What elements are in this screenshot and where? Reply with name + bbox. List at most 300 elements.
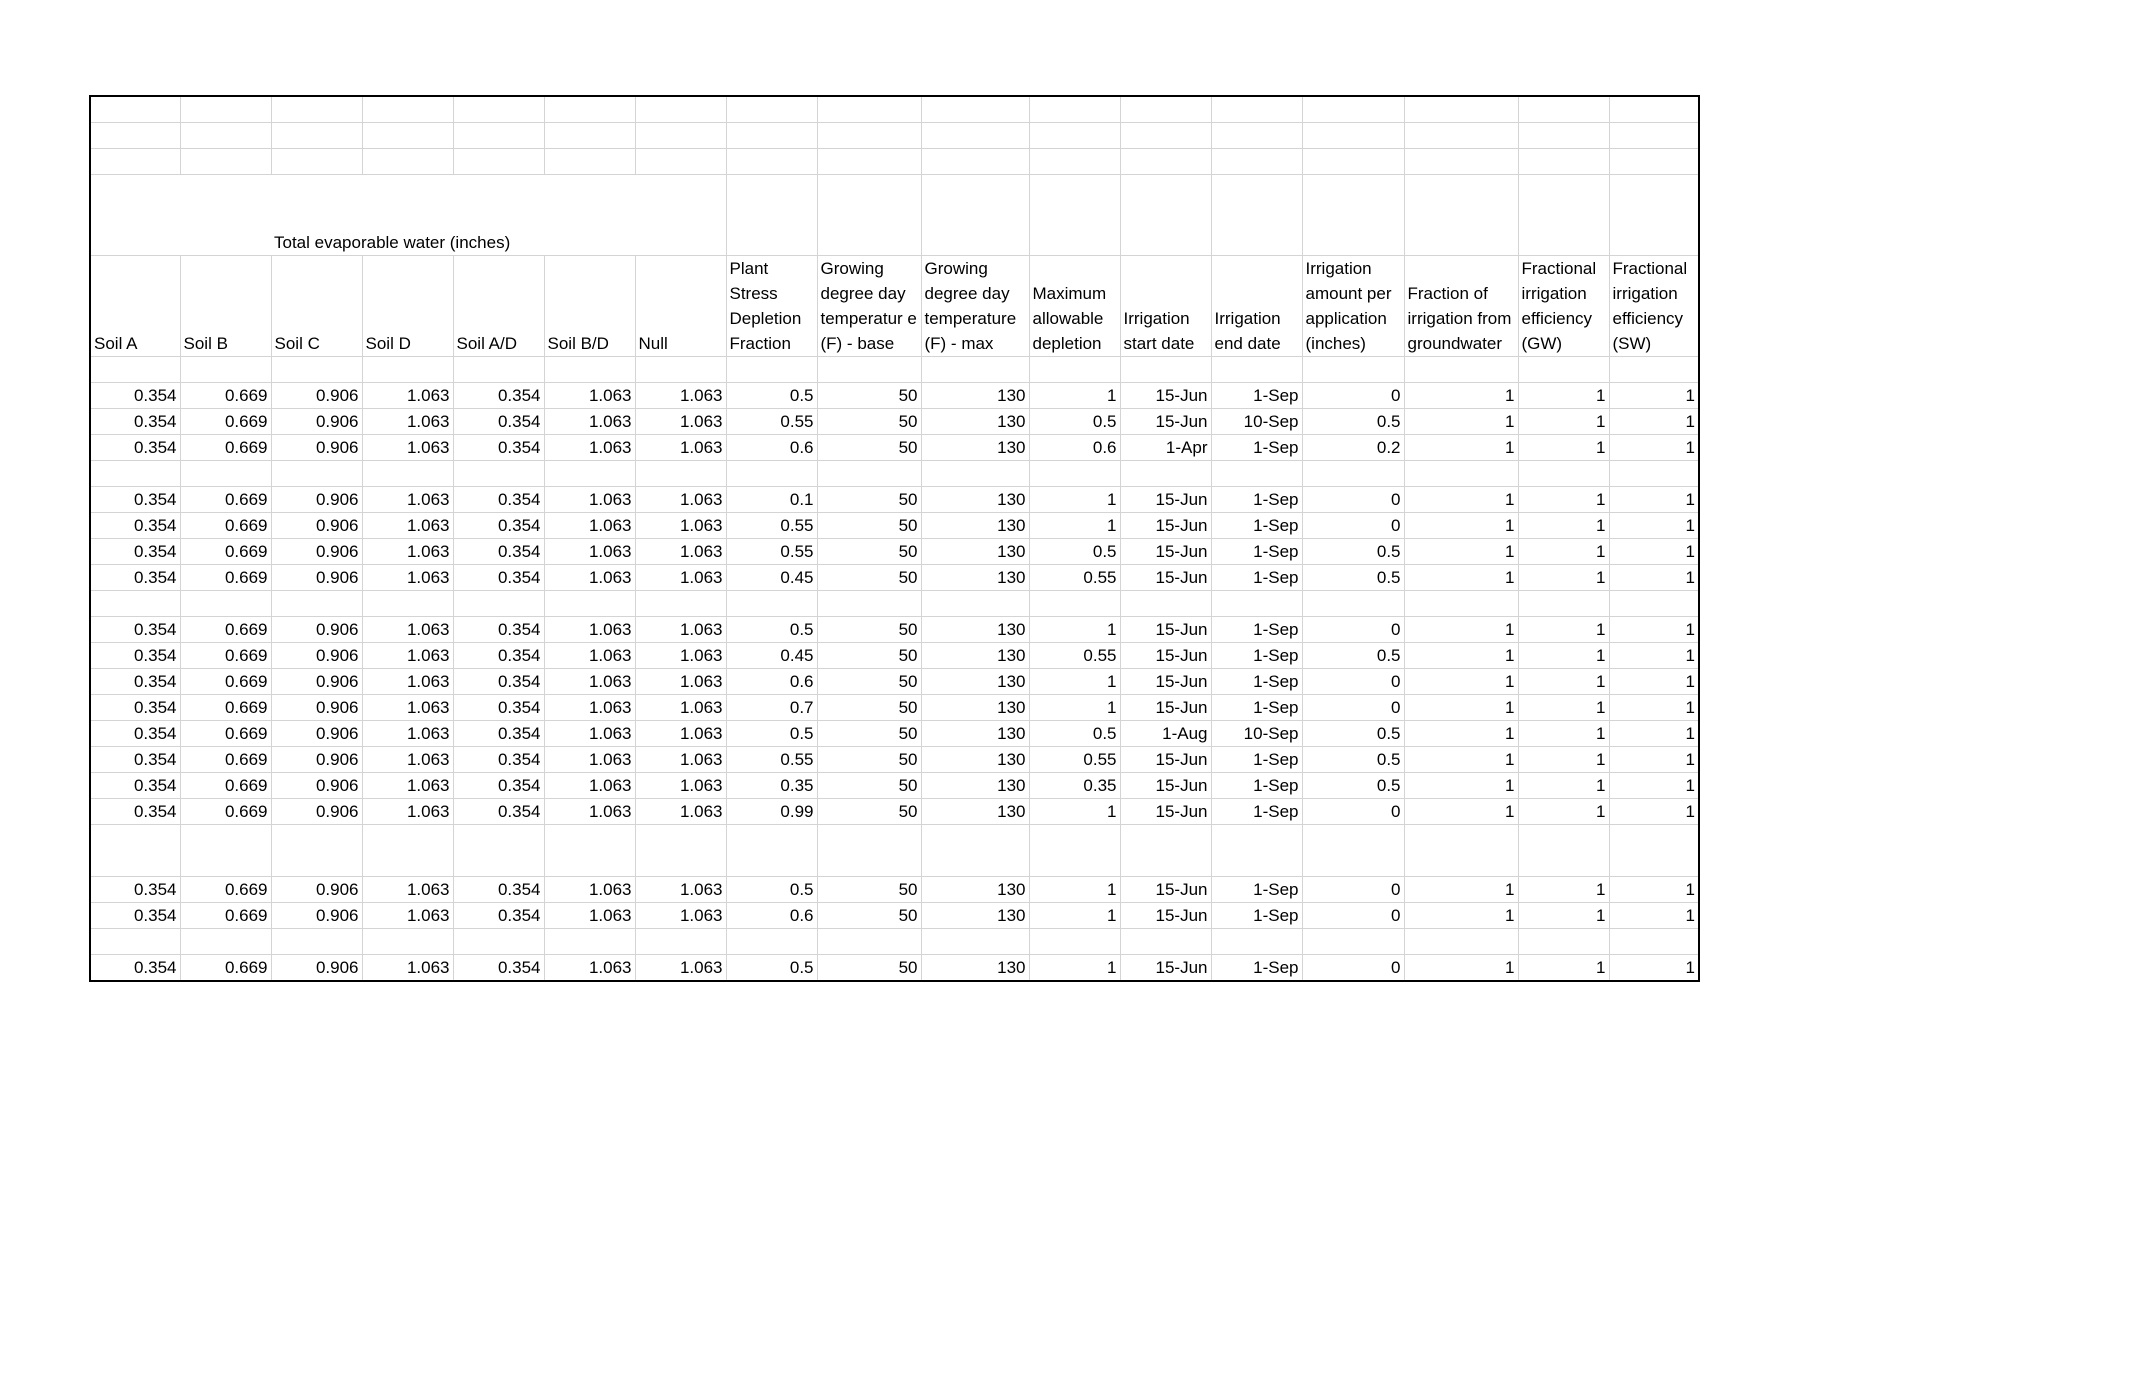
table-cell: 1-Sep — [1211, 383, 1302, 409]
table-cell: 0.6 — [1029, 435, 1120, 461]
table-cell: 15-Jun — [1120, 383, 1211, 409]
table-cell: 15-Jun — [1120, 669, 1211, 695]
empty-cell — [1120, 461, 1211, 487]
table-cell: 1 — [1609, 877, 1699, 903]
table-cell: 0 — [1302, 955, 1404, 982]
table-cell: 1 — [1609, 903, 1699, 929]
table-cell: 130 — [921, 669, 1029, 695]
table-cell: 1-Sep — [1211, 903, 1302, 929]
table-cell: 1.063 — [635, 695, 726, 721]
table-cell: 10-Sep — [1211, 409, 1302, 435]
table-cell: 130 — [921, 565, 1029, 591]
table-cell: 1 — [1404, 747, 1518, 773]
table-cell: 1 — [1518, 565, 1609, 591]
table-cell: 50 — [817, 565, 921, 591]
table-cell: 0.354 — [453, 773, 544, 799]
empty-cell — [817, 825, 921, 877]
table-cell: 1 — [1518, 773, 1609, 799]
empty-cell — [90, 357, 180, 383]
table-cell: 0.669 — [180, 721, 271, 747]
table-cell: 1 — [1609, 747, 1699, 773]
empty-cell — [90, 461, 180, 487]
table-row — [90, 487, 1699, 513]
table-row — [90, 409, 1699, 435]
table-cell: 50 — [817, 747, 921, 773]
table-row — [90, 747, 1699, 773]
table-cell: 0.354 — [453, 435, 544, 461]
table-row — [90, 773, 1699, 799]
table-cell: 15-Jun — [1120, 747, 1211, 773]
table-cell: 1.063 — [544, 721, 635, 747]
table-cell: 0 — [1302, 799, 1404, 825]
table-cell: 0.354 — [90, 955, 180, 982]
table-cell: 130 — [921, 903, 1029, 929]
table-row — [90, 877, 1699, 903]
table-cell: 15-Jun — [1120, 773, 1211, 799]
table-cell: 130 — [921, 435, 1029, 461]
empty-cell — [1211, 929, 1302, 955]
table-cell: 0.354 — [453, 513, 544, 539]
table-cell: 0.354 — [90, 409, 180, 435]
column-header: Soil B — [180, 256, 271, 357]
table-cell: 1 — [1029, 903, 1120, 929]
table-cell: 0.35 — [1029, 773, 1120, 799]
table-cell: 50 — [817, 539, 921, 565]
table-cell: 1 — [1518, 383, 1609, 409]
table-cell: 1.063 — [544, 409, 635, 435]
empty-cell — [180, 461, 271, 487]
table-cell: 50 — [817, 383, 921, 409]
table-cell: 1-Apr — [1120, 435, 1211, 461]
table-cell: 0.5 — [726, 617, 817, 643]
title-row — [90, 175, 1699, 256]
table-cell: 1-Sep — [1211, 487, 1302, 513]
table-cell: 1.063 — [544, 903, 635, 929]
table-cell: 1.063 — [362, 695, 453, 721]
table-cell: 50 — [817, 721, 921, 747]
table-cell: 1 — [1518, 721, 1609, 747]
table-cell: 1 — [1518, 617, 1609, 643]
table-cell: 1 — [1404, 799, 1518, 825]
table-cell: 0.5 — [726, 955, 817, 982]
table-title: Total evaporable water (inches) — [271, 175, 726, 256]
table-cell: 1.063 — [544, 383, 635, 409]
table-cell: 1 — [1518, 903, 1609, 929]
table-cell: 0.669 — [180, 955, 271, 982]
empty-cell — [1302, 929, 1404, 955]
column-header: Null — [635, 256, 726, 357]
table-cell: 1.063 — [544, 695, 635, 721]
table-cell: 1.063 — [635, 903, 726, 929]
table-row — [90, 617, 1699, 643]
table-cell: 0.906 — [271, 747, 362, 773]
table-cell: 1.063 — [544, 773, 635, 799]
table-cell: 1-Sep — [1211, 955, 1302, 982]
empty-cell — [1404, 461, 1518, 487]
column-header: Soil A/D — [453, 256, 544, 357]
empty-cell — [1302, 357, 1404, 383]
empty-cell — [453, 357, 544, 383]
table-cell: 0.354 — [453, 799, 544, 825]
empty-cell — [362, 929, 453, 955]
table-cell: 1.063 — [362, 799, 453, 825]
table-cell: 0.354 — [90, 643, 180, 669]
table-cell: 130 — [921, 773, 1029, 799]
table-cell: 0.906 — [271, 877, 362, 903]
table-cell: 15-Jun — [1120, 487, 1211, 513]
table-row — [90, 643, 1699, 669]
table-cell: 1 — [1404, 617, 1518, 643]
table-cell: 1 — [1404, 669, 1518, 695]
table-row — [90, 695, 1699, 721]
table-cell: 0.5 — [1029, 539, 1120, 565]
empty-cell — [544, 825, 635, 877]
table-cell: 0.5 — [1302, 643, 1404, 669]
empty-cell — [1404, 929, 1518, 955]
table-cell: 1 — [1609, 435, 1699, 461]
table-cell: 1 — [1404, 773, 1518, 799]
table-cell: 130 — [921, 487, 1029, 513]
table-cell: 0.5 — [726, 383, 817, 409]
column-header: Fractional irrigation efficiency (SW) — [1609, 256, 1699, 357]
table-cell: 50 — [817, 643, 921, 669]
table-cell: 1 — [1029, 695, 1120, 721]
table-cell: 0.906 — [271, 773, 362, 799]
column-header: Growing degree day temperatur e (F) - base — [817, 256, 921, 357]
table-cell: 1 — [1609, 773, 1699, 799]
table-cell: 0.906 — [271, 643, 362, 669]
table-cell: 1 — [1609, 565, 1699, 591]
table-row — [90, 513, 1699, 539]
table-cell: 1.063 — [362, 669, 453, 695]
table-cell: 50 — [817, 903, 921, 929]
table-cell: 1 — [1029, 877, 1120, 903]
empty-cell — [726, 357, 817, 383]
table-cell: 0.1 — [726, 487, 817, 513]
empty-cell — [726, 825, 817, 877]
table-cell: 0.354 — [453, 409, 544, 435]
table-cell: 0.906 — [271, 669, 362, 695]
table-cell: 0.354 — [453, 695, 544, 721]
table-cell: 0.5 — [726, 721, 817, 747]
empty-cell — [726, 591, 817, 617]
table-cell: 15-Jun — [1120, 903, 1211, 929]
empty-cell — [817, 461, 921, 487]
empty-cell — [1302, 591, 1404, 617]
empty-row — [90, 825, 1699, 877]
table-cell: 1 — [1609, 487, 1699, 513]
table-row — [90, 799, 1699, 825]
table-cell: 0.669 — [180, 539, 271, 565]
empty-cell — [921, 929, 1029, 955]
table-cell: 1.063 — [635, 721, 726, 747]
empty-cell — [1029, 825, 1120, 877]
table-cell: 0 — [1302, 383, 1404, 409]
table-cell: 0.55 — [726, 747, 817, 773]
empty-cell — [362, 825, 453, 877]
table-cell: 0.99 — [726, 799, 817, 825]
empty-row — [90, 357, 1699, 383]
table-cell: 1.063 — [362, 383, 453, 409]
table-cell: 0.354 — [90, 669, 180, 695]
table-cell: 1 — [1609, 513, 1699, 539]
column-header: Irrigation start date — [1120, 256, 1211, 357]
table-cell: 0.906 — [271, 435, 362, 461]
table-cell: 1 — [1518, 409, 1609, 435]
empty-cell — [635, 929, 726, 955]
table-cell: 1.063 — [362, 773, 453, 799]
table-cell: 1 — [1404, 877, 1518, 903]
table-cell: 50 — [817, 513, 921, 539]
empty-cell — [362, 591, 453, 617]
column-header: Plant Stress Depletion Fraction — [726, 256, 817, 357]
table-cell: 1-Sep — [1211, 617, 1302, 643]
table-cell: 130 — [921, 799, 1029, 825]
empty-cell — [726, 929, 817, 955]
table-cell: 0.354 — [90, 513, 180, 539]
table-cell: 0.669 — [180, 877, 271, 903]
table-cell: 1.063 — [635, 747, 726, 773]
table-cell: 0 — [1302, 669, 1404, 695]
table-cell: 1 — [1518, 799, 1609, 825]
empty-cell — [1029, 591, 1120, 617]
table-cell: 1 — [1518, 669, 1609, 695]
table-cell: 0.906 — [271, 799, 362, 825]
column-header: Irrigation amount per application (inches) — [1302, 256, 1404, 357]
empty-cell — [180, 591, 271, 617]
column-header: Soil B/D — [544, 256, 635, 357]
table-cell: 1 — [1404, 487, 1518, 513]
empty-cell — [1609, 461, 1699, 487]
table-cell: 0 — [1302, 903, 1404, 929]
empty-cell — [1120, 929, 1211, 955]
empty-cell — [544, 357, 635, 383]
table-cell: 0.906 — [271, 513, 362, 539]
table-cell: 130 — [921, 617, 1029, 643]
empty-cell — [635, 461, 726, 487]
table-cell: 130 — [921, 643, 1029, 669]
table-cell: 50 — [817, 617, 921, 643]
table-cell: 1.063 — [362, 617, 453, 643]
table-cell: 1.063 — [544, 877, 635, 903]
column-header: Fractional irrigation efficiency (GW) — [1518, 256, 1609, 357]
empty-cell — [1609, 929, 1699, 955]
empty-cell — [1211, 825, 1302, 877]
table-row — [90, 721, 1699, 747]
empty-cell — [1120, 591, 1211, 617]
table-cell: 0.906 — [271, 539, 362, 565]
spreadsheet — [89, 95, 1699, 982]
table-cell: 1 — [1609, 539, 1699, 565]
table-cell: 0.354 — [453, 617, 544, 643]
table-cell: 50 — [817, 877, 921, 903]
table-cell: 1 — [1404, 565, 1518, 591]
table-cell: 0.55 — [726, 539, 817, 565]
table-cell: 1-Sep — [1211, 695, 1302, 721]
table-cell: 50 — [817, 773, 921, 799]
table-cell: 0.354 — [453, 903, 544, 929]
table-cell: 0.6 — [726, 903, 817, 929]
table-cell: 1-Sep — [1211, 513, 1302, 539]
table-cell: 0.354 — [90, 773, 180, 799]
table-cell: 0.6 — [726, 435, 817, 461]
table-cell: 0.669 — [180, 513, 271, 539]
table-cell: 1.063 — [635, 383, 726, 409]
table-cell: 0.45 — [726, 643, 817, 669]
table-cell: 0.35 — [726, 773, 817, 799]
table-cell: 1.063 — [544, 487, 635, 513]
table-cell: 1-Sep — [1211, 669, 1302, 695]
table-cell: 1.063 — [362, 409, 453, 435]
table-cell: 0 — [1302, 877, 1404, 903]
table-cell: 1.063 — [362, 435, 453, 461]
empty-cell — [1404, 825, 1518, 877]
table-cell: 0.55 — [1029, 643, 1120, 669]
empty-cell — [817, 591, 921, 617]
table-cell: 0.354 — [90, 487, 180, 513]
table-cell: 0.354 — [453, 539, 544, 565]
table-cell: 50 — [817, 669, 921, 695]
empty-cell — [271, 461, 362, 487]
empty-cell — [635, 825, 726, 877]
empty-cell — [1029, 929, 1120, 955]
table-cell: 130 — [921, 877, 1029, 903]
table-cell: 1.063 — [544, 669, 635, 695]
table-cell: 1.063 — [544, 565, 635, 591]
empty-cell — [817, 357, 921, 383]
empty-cell — [271, 591, 362, 617]
table-cell: 0 — [1302, 695, 1404, 721]
empty-cell — [635, 591, 726, 617]
table-row — [90, 669, 1699, 695]
table-cell: 0.669 — [180, 695, 271, 721]
table-row — [90, 435, 1699, 461]
table-cell: 15-Jun — [1120, 799, 1211, 825]
table-cell: 0.906 — [271, 487, 362, 513]
table-cell: 0.354 — [453, 877, 544, 903]
table-cell: 1.063 — [362, 539, 453, 565]
table-cell: 50 — [817, 955, 921, 982]
table-cell: 1.063 — [544, 799, 635, 825]
table-cell: 0.354 — [453, 955, 544, 982]
empty-cell — [453, 929, 544, 955]
empty-cell — [1029, 461, 1120, 487]
table-cell: 0.669 — [180, 435, 271, 461]
table-cell: 1 — [1518, 643, 1609, 669]
table-cell: 1 — [1518, 695, 1609, 721]
table-cell: 1 — [1518, 513, 1609, 539]
empty-cell — [921, 825, 1029, 877]
table-cell: 1 — [1518, 539, 1609, 565]
table-cell: 1.063 — [362, 955, 453, 982]
table-cell: 1.063 — [635, 643, 726, 669]
table-row — [90, 383, 1699, 409]
empty-cell — [1518, 929, 1609, 955]
table-cell: 0.669 — [180, 487, 271, 513]
table-cell: 0 — [1302, 487, 1404, 513]
table-cell: 1.063 — [362, 565, 453, 591]
empty-cell — [1609, 357, 1699, 383]
empty-cell — [180, 357, 271, 383]
table-cell: 1.063 — [635, 799, 726, 825]
table-cell: 0.5 — [1302, 565, 1404, 591]
table-cell: 1 — [1029, 669, 1120, 695]
empty-cell — [817, 929, 921, 955]
table-cell: 0.669 — [180, 903, 271, 929]
table-cell: 1 — [1404, 955, 1518, 982]
empty-cell — [90, 929, 180, 955]
header-row — [90, 256, 1699, 357]
table-cell: 1 — [1609, 669, 1699, 695]
table-cell: 1 — [1518, 435, 1609, 461]
empty-cell — [90, 825, 180, 877]
table-cell: 10-Sep — [1211, 721, 1302, 747]
empty-cell — [1120, 825, 1211, 877]
table-cell: 1.063 — [544, 747, 635, 773]
empty-row — [90, 96, 1699, 123]
table-cell: 0.354 — [453, 747, 544, 773]
table-cell: 0.354 — [453, 643, 544, 669]
empty-cell — [180, 825, 271, 877]
table-cell: 0.5 — [1302, 721, 1404, 747]
empty-cell — [1029, 357, 1120, 383]
table-cell: 1.063 — [544, 539, 635, 565]
table-cell: 130 — [921, 383, 1029, 409]
table-cell: 1.063 — [635, 513, 726, 539]
table-cell: 1.063 — [635, 487, 726, 513]
table-cell: 1 — [1404, 695, 1518, 721]
table-cell: 0.906 — [271, 955, 362, 982]
empty-cell — [921, 591, 1029, 617]
table-cell: 0.55 — [1029, 565, 1120, 591]
table-cell: 1.063 — [635, 409, 726, 435]
table-cell: 0.354 — [90, 539, 180, 565]
table-cell: 0.2 — [1302, 435, 1404, 461]
table-cell: 50 — [817, 799, 921, 825]
empty-cell — [453, 461, 544, 487]
table-cell: 15-Jun — [1120, 643, 1211, 669]
table-cell: 0.7 — [726, 695, 817, 721]
table-cell: 0.906 — [271, 903, 362, 929]
table-cell: 50 — [817, 409, 921, 435]
table-cell: 0.354 — [90, 617, 180, 643]
table-cell: 15-Jun — [1120, 513, 1211, 539]
table-cell: 15-Jun — [1120, 955, 1211, 982]
table-cell: 1-Sep — [1211, 799, 1302, 825]
table-cell: 130 — [921, 513, 1029, 539]
table-cell: 1-Sep — [1211, 747, 1302, 773]
empty-cell — [1211, 461, 1302, 487]
table-cell: 0.669 — [180, 409, 271, 435]
table-cell: 1 — [1404, 539, 1518, 565]
empty-row — [90, 461, 1699, 487]
empty-cell — [544, 461, 635, 487]
table-cell: 0.55 — [726, 409, 817, 435]
empty-cell — [1518, 461, 1609, 487]
table-cell: 0.669 — [180, 565, 271, 591]
data-table — [89, 95, 1700, 982]
table-cell: 1-Sep — [1211, 539, 1302, 565]
empty-cell — [921, 357, 1029, 383]
column-header: Fraction of irrigation from groundwater — [1404, 256, 1518, 357]
table-cell: 1-Sep — [1211, 877, 1302, 903]
table-cell: 1 — [1609, 955, 1699, 982]
empty-cell — [1518, 825, 1609, 877]
empty-cell — [1404, 591, 1518, 617]
table-cell: 1 — [1609, 617, 1699, 643]
empty-cell — [1211, 591, 1302, 617]
table-cell: 0.6 — [726, 669, 817, 695]
